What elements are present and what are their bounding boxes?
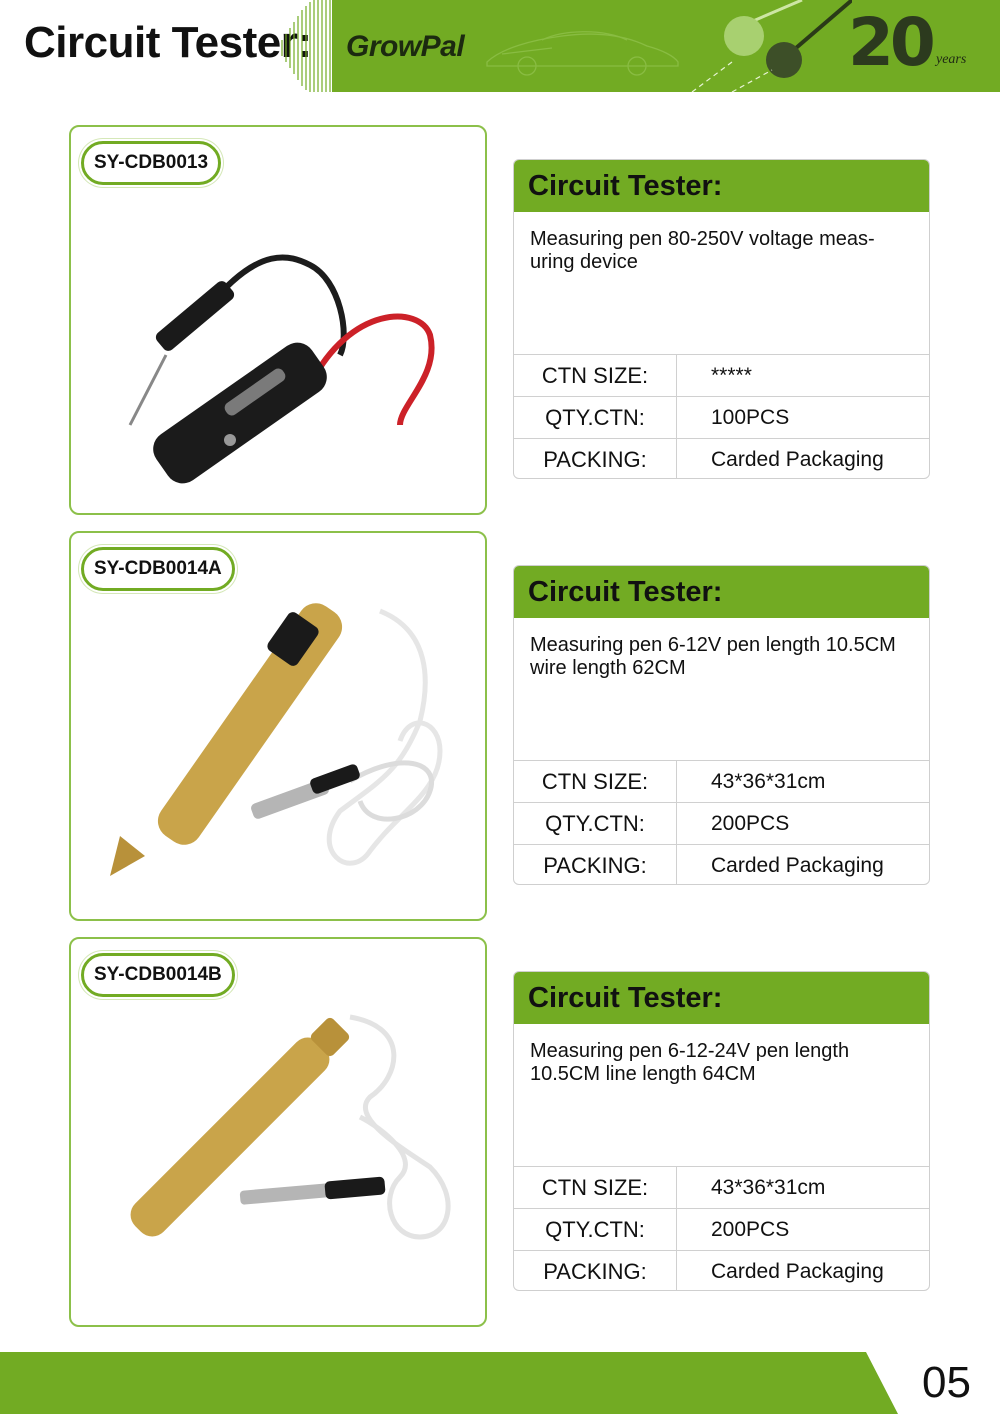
spec-value-ctn-size: *****	[711, 363, 752, 387]
spec-value-qty-ctn: 200PCS	[711, 811, 790, 835]
page-header	[0, 0, 1000, 92]
brand-logo: GrowPal	[346, 30, 465, 63]
spec-row	[514, 803, 929, 845]
product-description: Measuring pen 6-12-24V pen length 10.5CM line length 64CM	[514, 1024, 929, 1167]
spec-value-packing: Carded Packaging	[711, 853, 884, 877]
product-section	[0, 531, 1000, 921]
info-title: Circuit Tester:	[514, 160, 929, 212]
spec-value-packing: Carded Packaging	[711, 1259, 884, 1283]
spec-label-packing: PACKING:	[514, 845, 677, 885]
product-description: Measuring pen 6-12V pen length 10.5CM wire length 62CM	[514, 618, 929, 761]
sku-badge: SY-CDB0014B	[81, 953, 235, 997]
info-title: Circuit Tester:	[514, 972, 929, 1024]
header-green-band	[332, 0, 1000, 92]
sku-badge: SY-CDB0014A	[81, 547, 235, 591]
ball-motion-decoration	[672, 0, 852, 92]
product-info-table	[513, 971, 930, 1291]
sku-badge: SY-CDB0013	[81, 141, 221, 185]
car-outline-icon	[482, 18, 682, 78]
gold-pen-tester-clip-image	[100, 997, 460, 1297]
spec-row	[514, 439, 929, 479]
spec-row	[514, 761, 929, 803]
spec-label-ctn-size: CTN SIZE:	[514, 1167, 677, 1208]
spec-value-ctn-size: 43*36*31cm	[711, 1175, 826, 1199]
page-number: 05	[922, 1358, 971, 1407]
product-description: Measuring pen 80-250V voltage meas-uring device	[514, 212, 929, 355]
spec-label-qty-ctn: QTY.CTN:	[514, 397, 677, 438]
spec-value-ctn-size: 43*36*31cm	[711, 769, 826, 793]
info-title: Circuit Tester:	[514, 566, 929, 618]
gold-pen-tester-clip-image	[100, 591, 460, 891]
page-title: Circuit Tester:	[24, 18, 312, 67]
spec-label-ctn-size: CTN SIZE:	[514, 355, 677, 396]
header-stripes-decoration	[278, 0, 334, 92]
product-info-table	[513, 159, 930, 479]
spec-label-ctn-size: CTN SIZE:	[514, 761, 677, 802]
spec-value-qty-ctn: 200PCS	[711, 1217, 790, 1241]
product-info-table	[513, 565, 930, 885]
spec-row	[514, 397, 929, 439]
spec-value-qty-ctn: 100PCS	[711, 405, 790, 429]
spec-row	[514, 355, 929, 397]
spec-label-qty-ctn: QTY.CTN:	[514, 803, 677, 844]
spec-label-packing: PACKING:	[514, 439, 677, 479]
product-section	[0, 937, 1000, 1327]
spec-row	[514, 1167, 929, 1209]
black-red-lead-tester-image	[100, 185, 460, 485]
anniversary-number: 20	[848, 4, 932, 81]
spec-row	[514, 845, 929, 885]
spec-label-packing: PACKING:	[514, 1251, 677, 1291]
spec-row	[514, 1209, 929, 1251]
footer-green-band	[0, 1352, 900, 1414]
product-section	[0, 125, 1000, 515]
anniversary-label: years	[936, 52, 967, 67]
spec-row	[514, 1251, 929, 1291]
spec-value-packing: Carded Packaging	[711, 447, 884, 471]
spec-label-qty-ctn: QTY.CTN:	[514, 1209, 677, 1250]
